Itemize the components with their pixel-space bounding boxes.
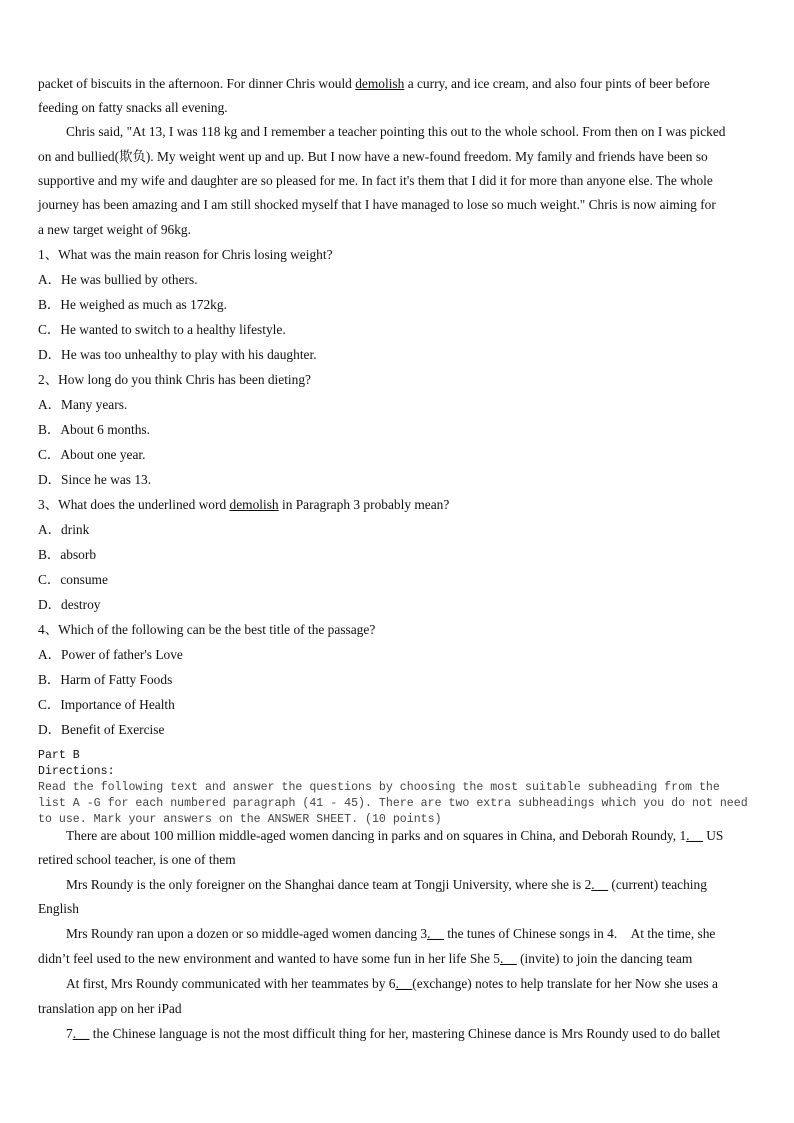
blank: .__ <box>499 951 517 966</box>
text: didn’t feel used to the new environment and wanted to have some fun in her life She 5 <box>38 951 500 966</box>
blank: .__ <box>72 1026 90 1041</box>
option: D．destroy <box>38 597 101 612</box>
text: (invite) to join the dancing team <box>516 951 693 966</box>
option: A．Power of father's Love <box>38 647 183 662</box>
text: There are about 100 million middle-aged women dancing in parks and on squares in China, and Deborah Roundy, 1 <box>66 828 687 843</box>
part-b-title: Part B <box>38 749 80 762</box>
paragraph-line: translation app on her iPad <box>38 1001 182 1016</box>
directions-line: Read the following text and answer the questions by choosing the most suitable subheading from the <box>38 781 720 794</box>
option: D．Since he was 13. <box>38 472 152 487</box>
passage-line: feeding on fatty snacks all evening. <box>38 100 228 115</box>
text: the Chinese language is not the most difficult thing for her, mastering Chinese dance is Mrs Roundy used to do ballet <box>89 1026 721 1041</box>
paragraph-line <box>38 950 692 968</box>
paragraph-line <box>66 975 718 993</box>
paragraph-line: English <box>38 901 79 916</box>
question-4: 4、Which of the following can be the best title of the passage? <box>38 622 376 637</box>
passage-line: supportive and my wife and daughter are so pleased for me. In fact it's them that I did it for more than anyone else. The whole <box>38 173 713 188</box>
option: D．He was too unhealthy to play with his daughter. <box>38 347 317 362</box>
blank: .__ <box>395 976 413 991</box>
option: B．Harm of Fatty Foods <box>38 672 173 687</box>
text: the tunes of Chinese songs in 4. At the time, she <box>443 926 716 941</box>
text: Mrs Roundy is the only foreigner on the Shanghai dance team at Tongji University, where she is 2 <box>66 877 592 892</box>
option: B．He weighed as much as 172kg. <box>38 297 227 312</box>
option: B．About 6 months. <box>38 422 150 437</box>
paragraph-line: retired school teacher, is one of them <box>38 852 236 867</box>
text: 7 <box>66 1026 73 1041</box>
option: A．drink <box>38 522 90 537</box>
passage-line <box>38 75 710 93</box>
underlined-word: demolish <box>229 497 279 512</box>
blank: .__ <box>686 828 703 843</box>
passage-line: journey has been amazing and I am still shocked myself that I have managed to lose so much weight." Chris is now aiming for <box>38 197 716 212</box>
paragraph-line <box>66 925 715 943</box>
text: (current) teaching <box>608 877 707 892</box>
text: packet of biscuits in the afternoon. For dinner Chris would <box>38 76 356 91</box>
directions-line: to use. Mark your answers on the ANSWER SHEET. (10 points) <box>38 813 442 826</box>
text: a curry, and ice cream, and also four pints of beer before <box>404 76 710 91</box>
passage-line: Chris said, "At 13, I was 118 kg and I remember a teacher pointing this out to the whole school. From then on I was picked <box>66 124 726 139</box>
question-2: 2、How long do you think Chris has been dieting? <box>38 372 311 387</box>
question-1: 1、What was the main reason for Chris losing weight? <box>38 247 333 262</box>
directions-label: Directions: <box>38 765 115 778</box>
text: 3、What does the underlined word <box>38 497 230 512</box>
option: A．He was bullied by others. <box>38 272 198 287</box>
option: C．consume <box>38 572 108 587</box>
option: B．absorb <box>38 547 97 562</box>
paragraph-line <box>66 827 723 845</box>
passage-line: a new target weight of 96kg. <box>38 222 191 237</box>
paragraph-line <box>66 1025 720 1043</box>
text: At first, Mrs Roundy communicated with her teammates by 6 <box>66 976 396 991</box>
option: C．Importance of Health <box>38 697 175 712</box>
text: Mrs Roundy ran upon a dozen or so middle-aged women dancing 3 <box>66 926 428 941</box>
option: D．Benefit of Exercise <box>38 722 165 737</box>
paragraph-line <box>66 876 707 894</box>
blank: .__ <box>591 877 609 892</box>
underlined-word: demolish <box>355 76 405 91</box>
option: A．Many years. <box>38 397 128 412</box>
text: US <box>702 828 724 843</box>
option: C．He wanted to switch to a healthy lifestyle. <box>38 322 286 337</box>
option: C．About one year. <box>38 447 146 462</box>
blank: .__ <box>427 926 444 941</box>
text: (exchange) notes to help translate for her Now she uses a <box>412 976 718 991</box>
directions-line: list A -G for each numbered paragraph (41 - 45). There are two extra subheadings which you do not need <box>38 797 748 810</box>
question-3 <box>38 496 449 514</box>
passage-line: on and bullied(欺负). My weight went up and up. But I now have a new-found freedom. My family and friends have been so <box>38 149 708 164</box>
text: in Paragraph 3 probably mean? <box>278 497 450 512</box>
